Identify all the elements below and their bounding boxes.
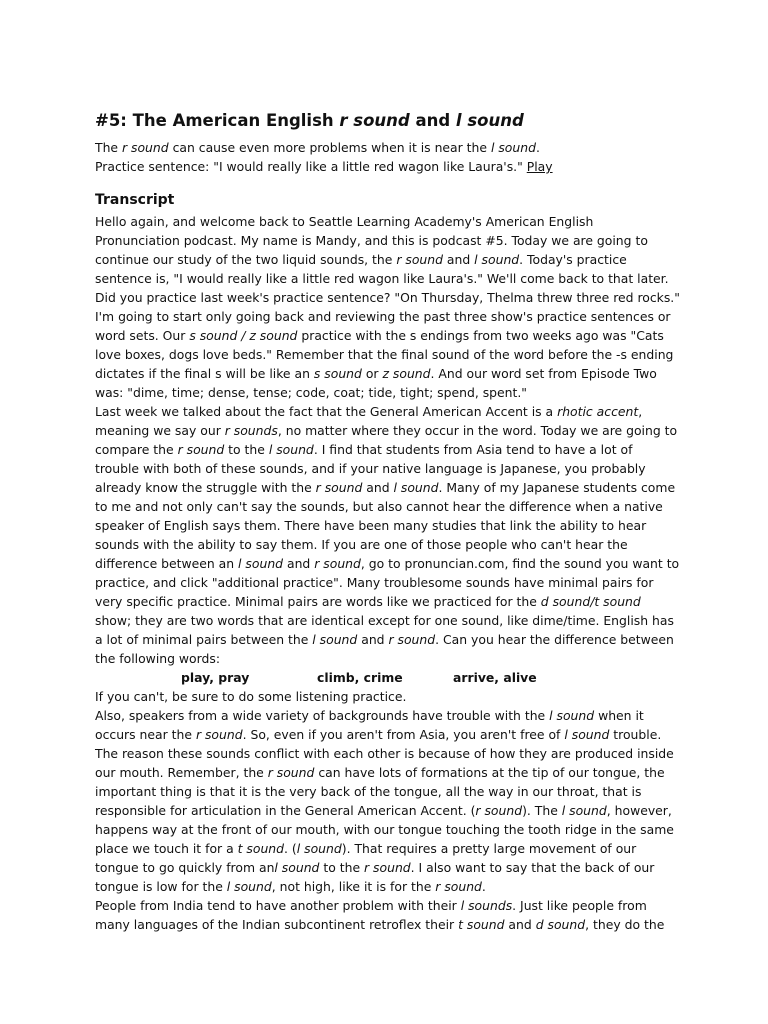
intro-text: can cause even more problems when it is near the: [168, 140, 491, 155]
sound-term: l sound: [561, 803, 607, 818]
transcript-body: [95, 212, 680, 934]
paragraph-text: . Many of my Japanese students come to me and not only can't say the sounds, but also cannot hear the difference when a native speaker of English says them. There have been many studies that link the ability to hear sounds with the ability to say them. If you are one of those people who can't hear the difference between an: [95, 480, 676, 571]
transcript-paragraph: [95, 687, 680, 706]
paragraph-text: If you can't, be sure to do some listening practice.: [95, 689, 407, 704]
document-page: [95, 110, 680, 934]
transcript-paragraphs: [95, 212, 680, 668]
sound-term: l sound: [549, 708, 595, 723]
practice-sentence: [95, 157, 680, 176]
title-mid: and: [409, 111, 456, 130]
title-prefix: #5: The American English: [95, 111, 340, 130]
intro-text: .: [535, 140, 540, 155]
sound-term: d sound: [535, 917, 586, 932]
paragraph-text: or: [361, 366, 383, 381]
paragraph-text: , meaning we say our: [95, 404, 643, 438]
paragraph-text: and: [362, 480, 394, 495]
sound-term: l sound: [226, 879, 272, 894]
sound-term: l sound: [312, 632, 358, 647]
paragraph-text: . So, even if you aren't from Asia, you aren't free of: [242, 727, 565, 742]
page-title: [95, 110, 680, 132]
sound-term: z sound: [382, 366, 431, 381]
intro-r-sound: r sound: [121, 140, 169, 155]
paragraph-text: .: [481, 879, 486, 894]
sound-term: t sound: [237, 841, 285, 856]
paragraph-text: to the: [224, 442, 269, 457]
paragraph-text: , no matter where they occur in the word. Today we are going to compare the: [95, 423, 678, 457]
paragraph-text: can have lots of formations at the tip of our tongue, the important thing is that it is the very back of the tongue, all the way in our throat, that is responsible for articulation in the General American Accent. (: [95, 765, 665, 818]
sound-term: r sound: [315, 480, 363, 495]
paragraph-text: . I also want to say that the back of our tongue is low for the: [95, 860, 655, 894]
transcript-paragraph: [95, 212, 680, 288]
title-l-sound: l sound: [455, 111, 524, 130]
paragraph-text: and: [283, 556, 315, 571]
paragraph-text: . Just like people from many languages of the Indian subcontinent retroflex their: [95, 898, 647, 932]
intro-text: The: [95, 140, 122, 155]
intro: [95, 138, 680, 176]
sound-term: l sound: [268, 442, 314, 457]
sound-term: s sound / z sound: [189, 328, 298, 343]
sound-term: l sound: [274, 860, 320, 875]
minimal-pair: play, pray: [181, 670, 250, 685]
sound-term: l sound: [393, 480, 439, 495]
sound-term: l sounds: [460, 898, 513, 913]
sound-term: r sound: [396, 252, 443, 267]
paragraph-text: Did you practice last week's practice sentence? "On Thursday, Thelma threw three red rocks." I'm going to start only going back and reviewing the past three show's practice sentences or word sets. Our: [95, 290, 680, 343]
paragraph-text: Last week we talked about the fact that the General American Accent is a: [95, 404, 558, 419]
sound-term: r sound: [195, 727, 243, 742]
minimal-pairs: [95, 668, 680, 687]
sound-term: l sound: [474, 252, 520, 267]
paragraph-text: ). The: [522, 803, 562, 818]
paragraph-text: , however, happens way at the front of our mouth, with our tongue touching the tooth ridge in the same place we touch it for a: [95, 803, 674, 856]
practice-sentence-text: Practice sentence: "I would really like a little red wagon like Laura's.": [95, 159, 527, 174]
paragraph-text: and: [504, 917, 536, 932]
paragraph-text: show; they are two words that are identical except for one sound, like dime/time. English has a lot of minimal pairs between the: [95, 613, 674, 647]
sound-term: r sound: [388, 632, 436, 647]
transcript-paragraph: [95, 896, 680, 934]
paragraph-text: . And our word set from Episode Two was: "dime, time; dense, tense; code, coat; tide, tight; spend, spent.": [95, 366, 657, 400]
transcript-paragraphs: [95, 687, 680, 934]
paragraph-text: and: [357, 632, 389, 647]
sound-term: r sound: [267, 765, 315, 780]
paragraph-text: Also, speakers from a wide variety of backgrounds have trouble with the: [95, 708, 550, 723]
sound-term: r sound: [177, 442, 225, 457]
sound-term: l sound: [238, 556, 284, 571]
paragraph-text: . (: [284, 841, 297, 856]
paragraph-text: when it occurs near the: [95, 708, 644, 742]
paragraph-text: Hello again, and welcome back to Seattle Learning Academy's American English Pronunciation podcast. My name is Mandy, and this is podcast #5. Today we are going to continue our study of the two liquid sounds, the: [95, 214, 648, 267]
paragraph-text: . Today's practice sentence is, "I would really like a little red wagon like Laura's." We'll come back to that later.: [95, 252, 669, 286]
sound-term: s sound: [313, 366, 362, 381]
paragraph-text: practice with the s endings from two weeks ago was "Cats love boxes, dogs love beds." Remember that the final sound of the word before the -s ending dictates if the final s will be like an: [95, 328, 674, 381]
paragraph-text: . I find that students from Asia tend to have a lot of trouble with both of these sounds, and if your native language is Japanese, you probably already know the struggle with the: [95, 442, 646, 495]
play-link[interactable]: Play: [526, 159, 553, 174]
minimal-pair: arrive, alive: [453, 670, 537, 685]
sound-term: r sound: [364, 860, 411, 875]
paragraph-text: . Can you hear the difference between the following words:: [95, 632, 674, 666]
paragraph-text: , go to pronuncian.com, find the sound you want to practice, and click "additional practice". Many troublesome sounds have minimal pairs for very specific practice. Minimal pairs are words like we practiced for the: [95, 556, 680, 609]
transcript-paragraph: [95, 288, 680, 402]
transcript-heading: Transcript: [95, 192, 175, 208]
sound-term: r sound: [314, 556, 361, 571]
paragraph-text: ). That requires a pretty large movement of our tongue to go quickly from an: [95, 841, 637, 875]
sound-term: r sounds: [224, 423, 278, 438]
sound-term: t sound: [458, 917, 505, 932]
intro-l-sound: l sound: [490, 140, 536, 155]
minimal-pair: climb, crime: [317, 670, 403, 685]
sound-term: r sound: [435, 879, 482, 894]
title-r-sound: r sound: [339, 111, 410, 130]
transcript-paragraph: [95, 402, 680, 668]
paragraph-text: , they do the: [585, 917, 665, 932]
sound-term: l sound: [296, 841, 342, 856]
intro-line-1: [95, 138, 680, 157]
sound-term: l sound: [564, 727, 610, 742]
sound-term: d sound/t sound: [540, 594, 641, 609]
paragraph-text: to the: [319, 860, 365, 875]
paragraph-text: , not high, like it is for the: [271, 879, 436, 894]
paragraph-text: and: [442, 252, 475, 267]
transcript-paragraph: [95, 706, 680, 896]
sound-term: r sound: [475, 803, 523, 818]
paragraph-text: trouble. The reason these sounds conflict with each other is because of how they are produced inside our mouth. Remember, the: [95, 727, 674, 780]
sound-term: rhotic accent: [557, 404, 639, 419]
paragraph-text: People from India tend to have another problem with their: [95, 898, 461, 913]
